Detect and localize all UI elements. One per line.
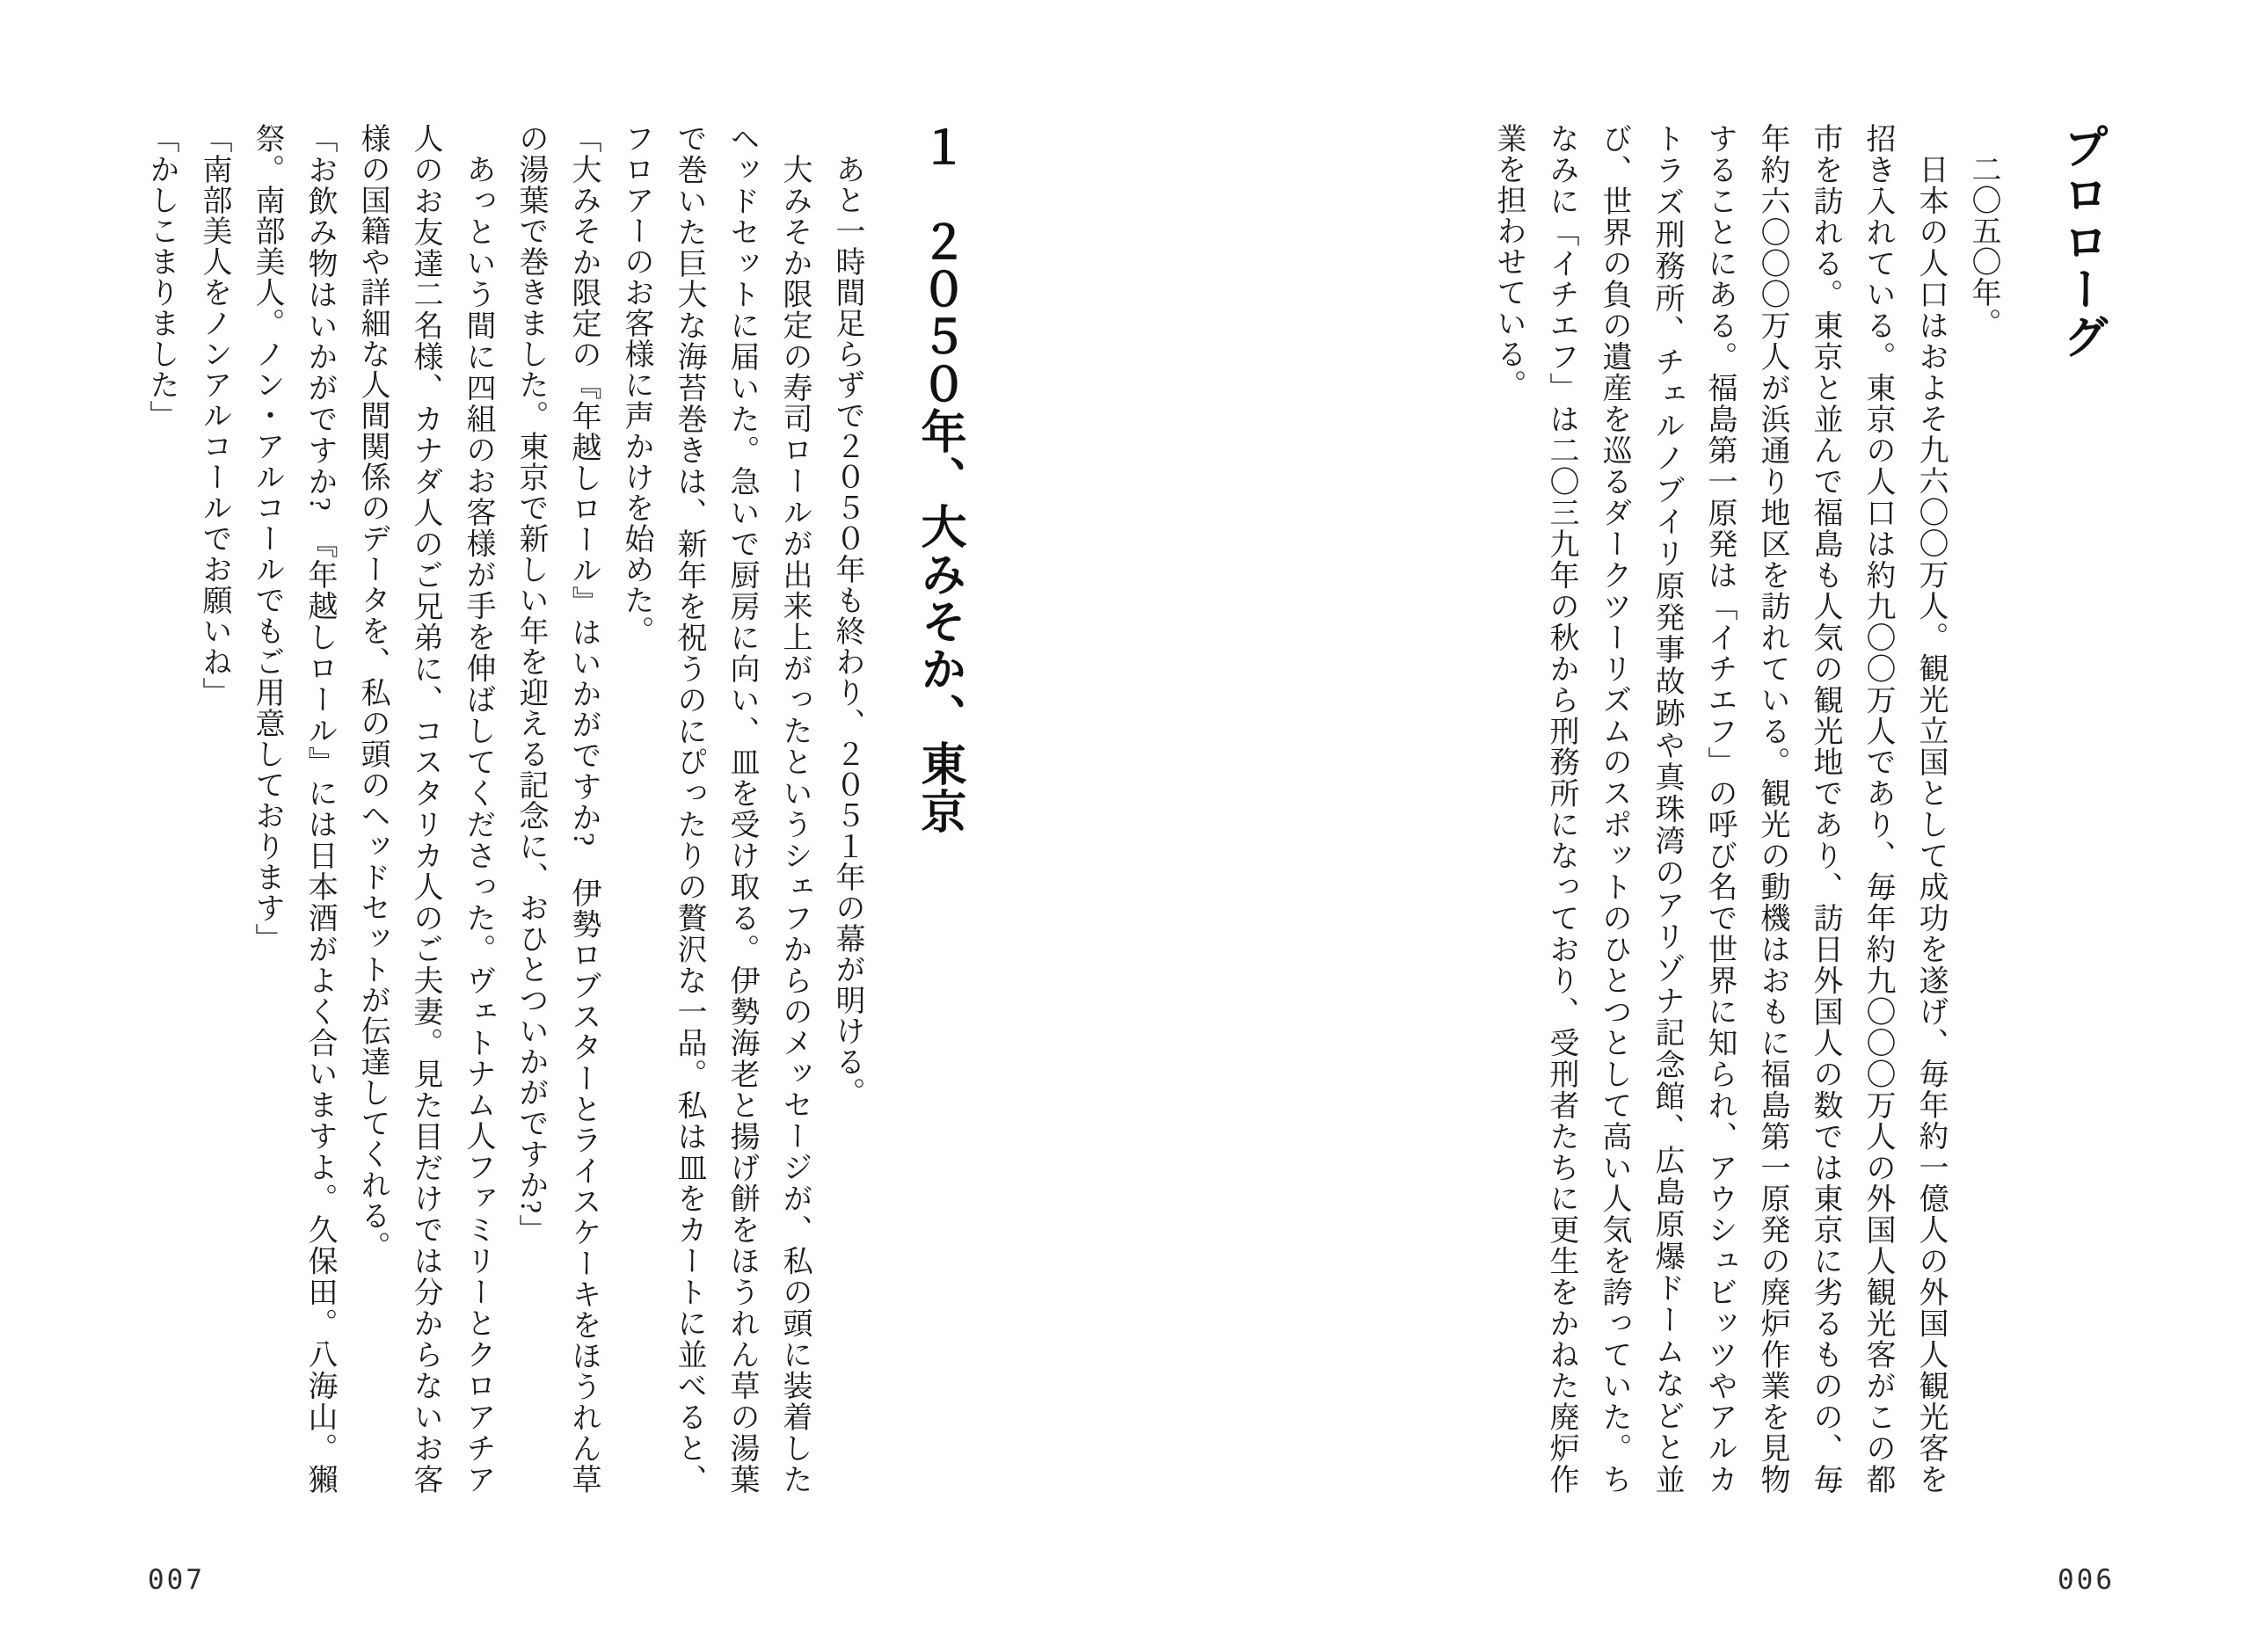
right-page-paragraph: 日本の人口はおよそ九六〇〇万人。観光立国として成功を遂げ、毎年約一億人の外国人観光客を招き入れている。東京の人口は約九〇〇万人であり、毎年約九〇〇〇万人の外国人観光客がこの都市を訪れる。東京と並んで福島も人気の観光地であり、訪日外国人の数では東京に劣るものの、毎年約六〇〇〇万人が浜通り地区を訪れている。観光の動機はおもに福島第一原発の廃炉作業を見物することにある。福島第一原発は「イチエフ」の呼び名で世界に知られ、アウシュビッツやアルカトラズ刑務所、チェルノブイリ原発事故跡や真珠湾のアリゾナ記念館、広島原爆ドームなどと並び、世界の負の遺産を巡るダークツーリズムのスポットのひとつとして高い人気を誇っていた。ちなみに「イチエフ」は二〇三九年の秋から刑務所になっており、受刑者たちに更生をかねた廃炉作業を担わせている。 xyxy=(1492,123,1947,1496)
left-page-paragraph: あっという間に四組のお客様が手を伸ばしてくださった。ヴェトナム人ファミリーとクロアチア人のお友達二名様、カナダ人のご兄弟に、コスタリカ人のご夫妻。見た目だけでは分からないお客様の国籍や詳細な人間関係のデータを、私の頭のヘッドセットが伝達してくれる。 xyxy=(356,123,494,1496)
page-number-right: 006 xyxy=(2058,1564,2115,1596)
prologue-chapter-title: プロローグ xyxy=(2056,123,2107,360)
left-page-dialogue-paragraph: 「南部美人をノンアルコールでお願いね」 xyxy=(198,123,230,708)
chapter-1-title: １ ２０５０年、大みそか、東京 xyxy=(914,123,965,835)
left-page-paragraph: あと一時間足らずで２０５０年も終わり、２０５１年の幕が明ける。 xyxy=(831,154,863,1108)
left-page-text-block xyxy=(135,123,964,1495)
right-page-text-block xyxy=(1482,123,2106,1495)
right-page-paragraph: 二〇五〇年。 xyxy=(1967,154,2000,338)
page-number-left: 007 xyxy=(148,1564,205,1596)
left-page-paragraph: 大みそか限定の寿司ロールが出来上がったというシェフからのメッセージが、私の頭に装着したヘッドセットに届いた。急いで厨房に向い、皿を受け取る。伊勢海老と揚げ餅をほうれん草の湯葉で巻いた巨大な海苔巻きは、新年を祝うのにぴったりの贅沢な一品。私は皿をカートに並べると、フロアーのお客様に声かけを始めた。 xyxy=(620,123,811,1495)
left-page-dialogue-paragraph: 「大みそか限定の『年越しロール』はいかがですか? 伊勢ロブスターとライスケーキをほうれん草の湯葉で巻きました。東京で新しい年を迎える記念に、おひとついかがですか?」 xyxy=(514,123,600,1495)
left-page-dialogue-paragraph: 「かしこまりました」 xyxy=(145,123,178,431)
left-page-dialogue-paragraph: 「お飲み物はいかがですか? 『年越しロール』には日本酒がよく合いますよ。久保田。八海山。獺祭。南部美人。ノン・アルコールでもご用意しております」 xyxy=(251,123,336,1495)
